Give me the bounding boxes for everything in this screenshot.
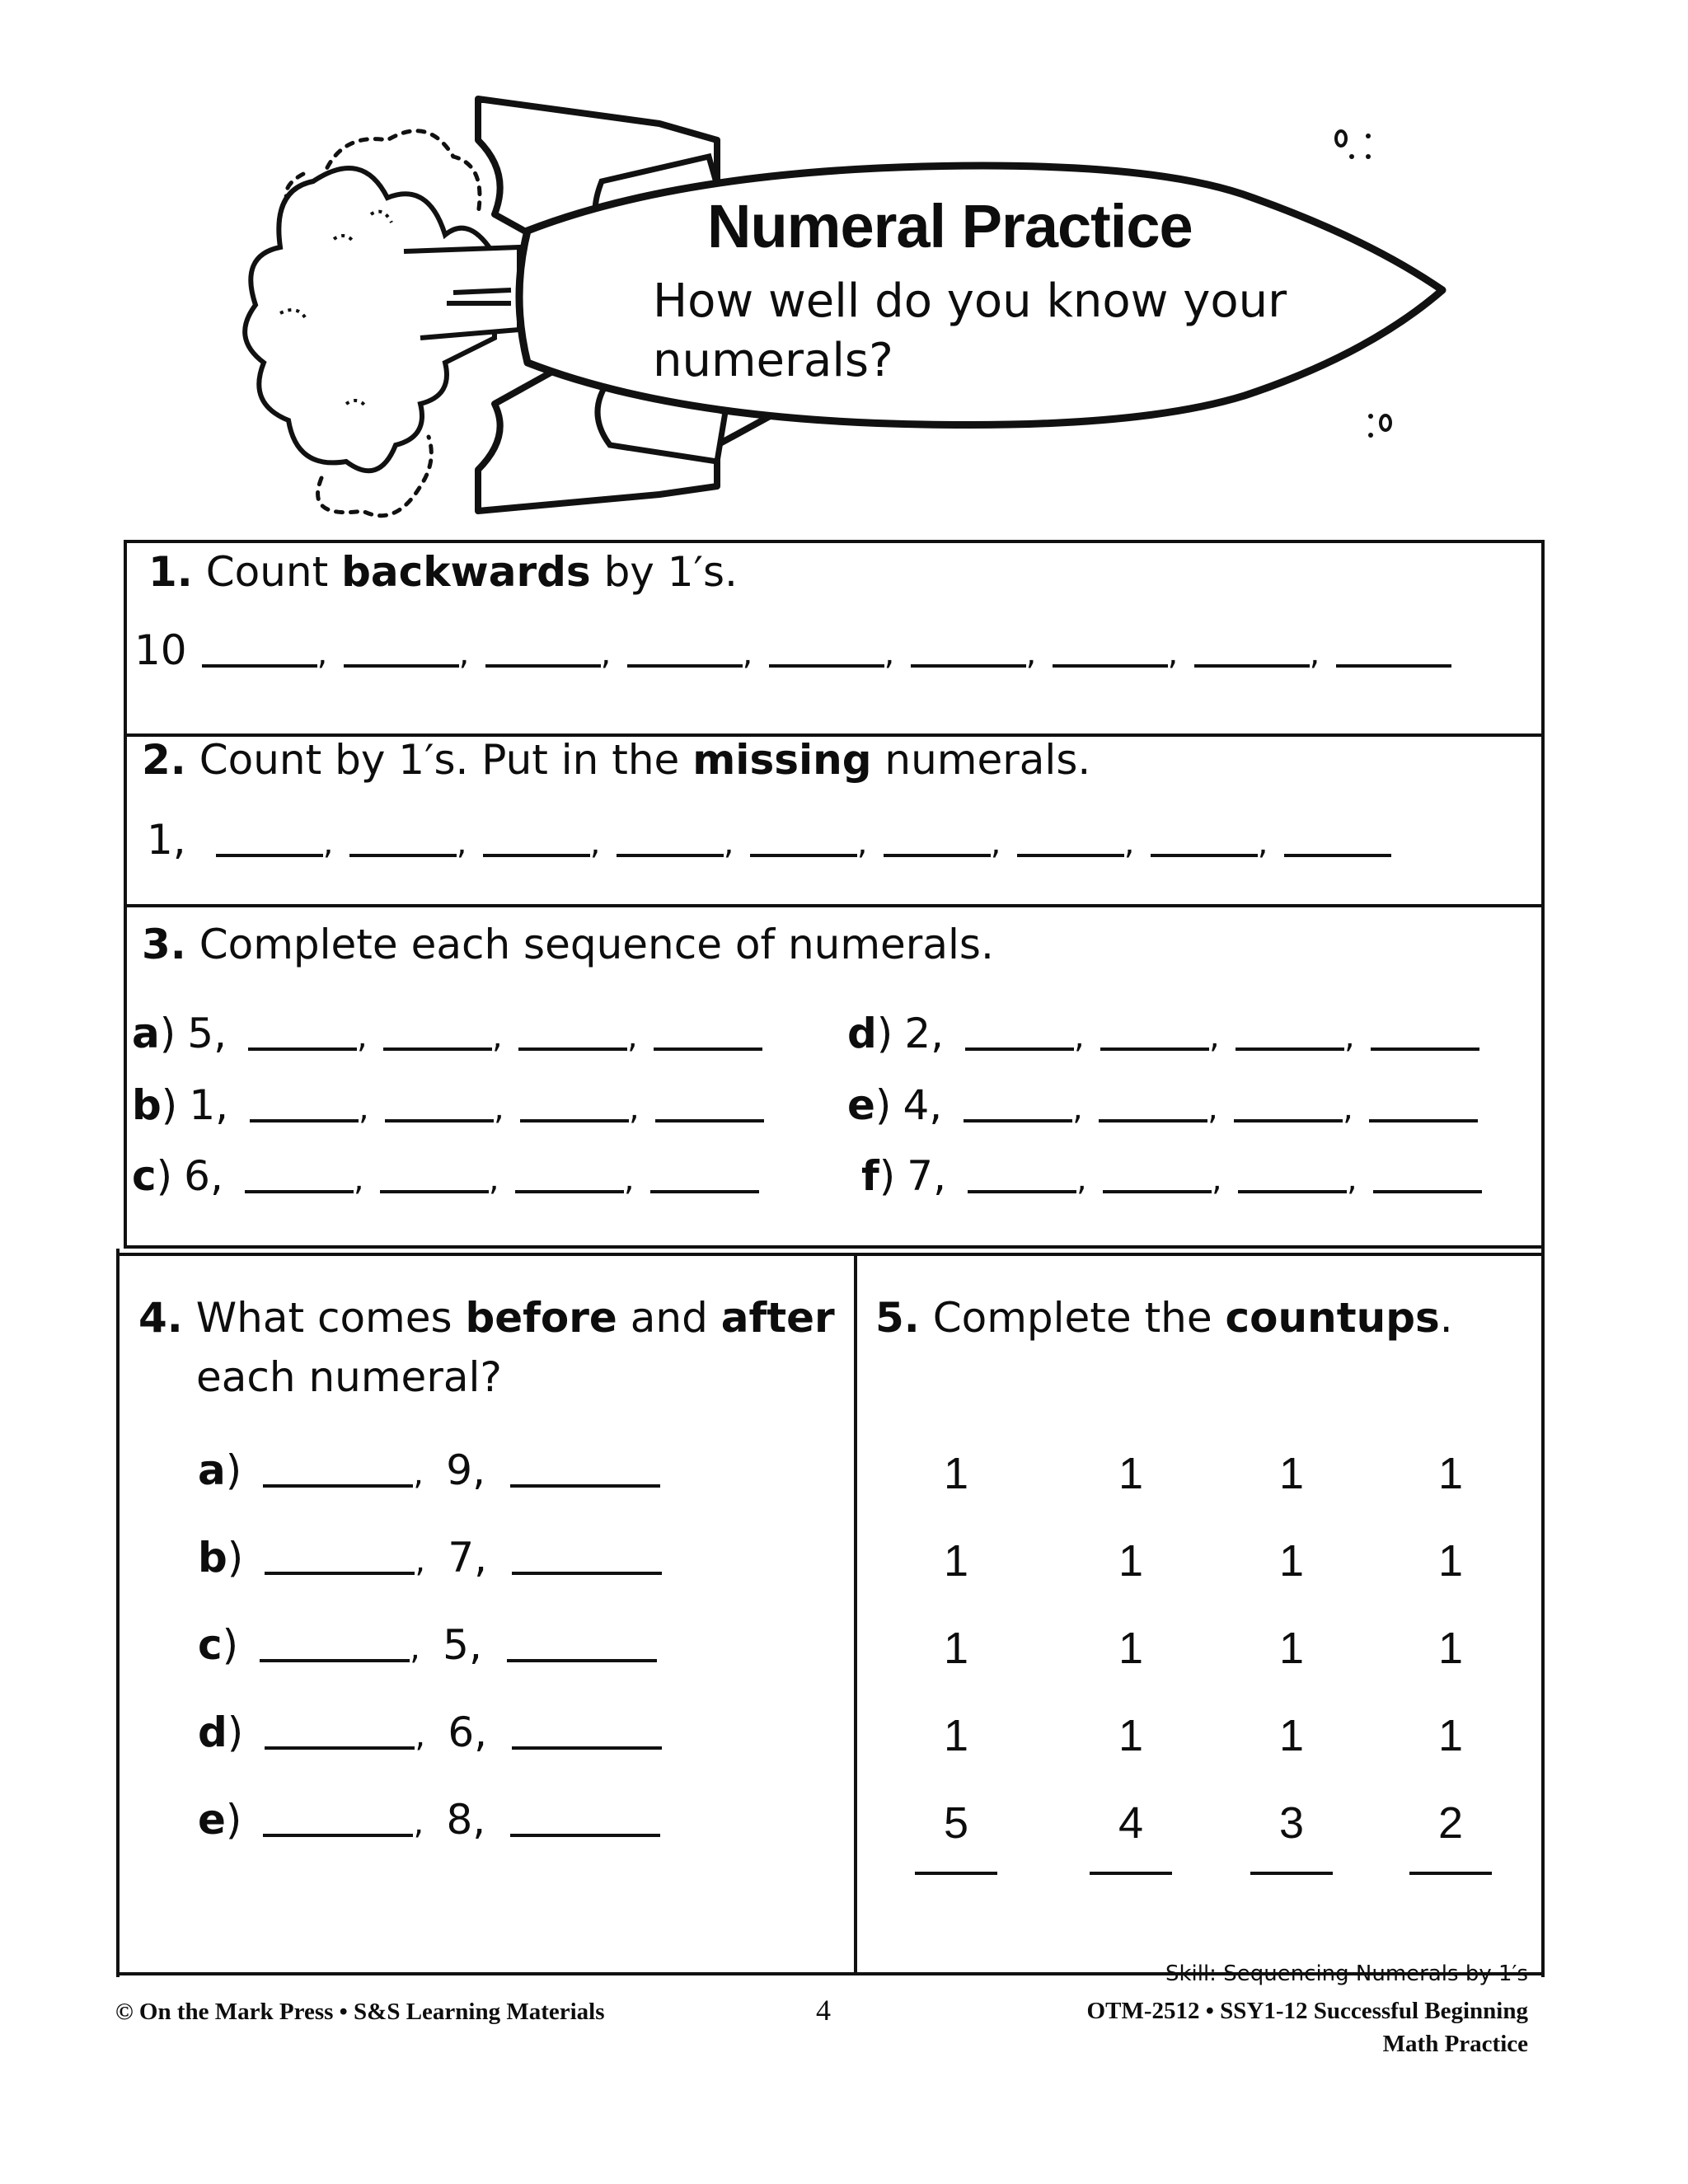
question-emphasis: backwards <box>341 548 591 596</box>
answer-blank[interactable] <box>344 664 459 668</box>
answer-blank[interactable] <box>1369 1119 1478 1122</box>
countup-addend: 3 <box>1278 1798 1305 1848</box>
answer-blank[interactable] <box>769 664 884 668</box>
answer-blank[interactable] <box>968 1190 1076 1193</box>
question-3 <box>142 921 994 968</box>
frame-left-lower <box>116 1249 120 1977</box>
comma-separator: , <box>1072 1090 1083 1127</box>
comma-separator: , <box>413 1455 424 1493</box>
comma-separator: , <box>1347 1160 1357 1198</box>
question-number: 2. <box>142 736 186 784</box>
start-number: 7, <box>907 1152 946 1200</box>
item-label: c <box>198 1621 223 1669</box>
after-blank[interactable] <box>512 1572 662 1575</box>
comma-separator: , <box>629 1090 640 1127</box>
before-blank[interactable] <box>263 1484 413 1488</box>
comma-separator: , <box>415 1542 426 1580</box>
item-paren: ) <box>225 1446 242 1494</box>
comma-separator: , <box>856 824 868 862</box>
answer-blank[interactable] <box>1151 854 1258 857</box>
countup-answer-blank[interactable] <box>1090 1872 1172 1875</box>
countup-addend: 1 <box>1118 1711 1144 1760</box>
item-paren: ) <box>161 1081 178 1129</box>
question-4 <box>138 1294 835 1342</box>
comma-separator: , <box>1343 1090 1353 1127</box>
given-number: 5, <box>443 1621 482 1669</box>
q4-item-d <box>198 1708 662 1756</box>
item-label: d <box>198 1708 227 1756</box>
question-text: Count <box>205 548 342 596</box>
item-label: a <box>132 1010 160 1057</box>
item-paren: ) <box>876 1010 893 1057</box>
q4-item-e <box>198 1796 660 1844</box>
answer-blank[interactable] <box>1103 1190 1212 1193</box>
q3-sequence-d <box>847 1010 1479 1057</box>
answer-blank[interactable] <box>383 1047 492 1051</box>
comma-separator: , <box>1025 635 1037 673</box>
item-paren: ) <box>227 1708 244 1756</box>
item-label: c <box>132 1152 157 1200</box>
q4-item-a <box>198 1446 660 1494</box>
answer-blank[interactable] <box>1236 1047 1344 1051</box>
item-paren: ) <box>222 1621 239 1669</box>
divider-q4-q5 <box>854 1253 857 1975</box>
countup-column <box>1401 1430 1500 1875</box>
question-text: Complete the <box>932 1294 1226 1342</box>
question-number: 3. <box>142 921 186 968</box>
countup-addend: 1 <box>943 1711 969 1760</box>
answer-blank[interactable] <box>654 1047 762 1051</box>
countup-addend: 1 <box>1278 1624 1305 1673</box>
question-emphasis: countups <box>1225 1294 1440 1342</box>
item-paren: ) <box>879 1152 896 1200</box>
answer-blank[interactable] <box>655 1119 764 1122</box>
after-blank[interactable] <box>510 1484 660 1488</box>
comma-separator: , <box>884 635 895 673</box>
answer-blank[interactable] <box>248 1047 357 1051</box>
answer-blank[interactable] <box>964 1119 1072 1122</box>
answer-blank[interactable] <box>385 1119 494 1122</box>
after-blank[interactable] <box>512 1746 662 1750</box>
comma-separator: , <box>494 1090 504 1127</box>
question-text: by 1′s. <box>590 548 738 596</box>
footer-info <box>1087 1961 1528 2060</box>
comma-separator: , <box>491 1018 503 1056</box>
answer-blank[interactable] <box>349 854 457 857</box>
item-label: b <box>198 1534 227 1582</box>
question-5 <box>875 1294 1453 1342</box>
comma-separator: , <box>742 635 753 673</box>
countup-answer-blank[interactable] <box>1250 1872 1333 1875</box>
answer-blank[interactable] <box>483 854 590 857</box>
q1-answer-row <box>134 626 1451 674</box>
answer-blank[interactable] <box>617 854 724 857</box>
question-1 <box>148 548 738 596</box>
item-paren: ) <box>156 1152 173 1200</box>
item-paren: ) <box>225 1796 242 1844</box>
comma-separator: , <box>1076 1160 1087 1198</box>
question-text: What comes <box>195 1294 466 1342</box>
comma-separator: , <box>456 824 467 862</box>
q4-item-c <box>198 1621 657 1669</box>
start-number: 1, <box>147 816 186 864</box>
comma-separator: , <box>1257 824 1268 862</box>
comma-separator: , <box>723 824 734 862</box>
question-2 <box>142 736 1090 784</box>
q3-sequence-a <box>132 1010 762 1057</box>
countup-addend: 1 <box>943 1624 969 1673</box>
comma-separator: , <box>322 824 334 862</box>
question-4-line2: each numeral? <box>196 1353 502 1401</box>
comma-separator: , <box>356 1018 368 1056</box>
comma-separator: , <box>359 1090 369 1127</box>
answer-blank[interactable] <box>202 664 317 668</box>
countup-addend: 1 <box>1437 1711 1464 1760</box>
answer-blank[interactable] <box>650 1190 759 1193</box>
comma-separator: , <box>316 635 328 673</box>
question-number: 4. <box>138 1294 183 1342</box>
answer-blank[interactable] <box>485 664 601 668</box>
comma-separator: , <box>353 1160 364 1198</box>
start-number: 2, <box>904 1010 945 1057</box>
comma-separator: , <box>626 1018 638 1056</box>
start-number: 10 <box>134 626 187 674</box>
answer-blank[interactable] <box>1194 664 1310 668</box>
answer-blank[interactable] <box>884 854 991 857</box>
answer-blank[interactable] <box>520 1119 629 1122</box>
frame-right-lower <box>1541 1249 1545 1977</box>
question-text: and <box>617 1294 721 1342</box>
q4-item-b <box>198 1534 662 1582</box>
countup-addend: 1 <box>1118 1536 1144 1586</box>
question-text: numerals. <box>871 736 1091 784</box>
answer-blank[interactable] <box>515 1190 624 1193</box>
q2-answer-row <box>147 816 1391 864</box>
answer-blank[interactable] <box>1234 1119 1343 1122</box>
q3-sequence-c <box>132 1152 759 1200</box>
start-number: 4, <box>903 1081 943 1129</box>
comma-separator: , <box>488 1160 499 1198</box>
comma-separator: , <box>1123 824 1135 862</box>
question-emphasis: missing <box>692 736 872 784</box>
before-blank[interactable] <box>260 1659 410 1662</box>
answer-blank[interactable] <box>1284 854 1391 857</box>
countup-addend: 1 <box>1437 1449 1464 1498</box>
countup-addend: 1 <box>1278 1711 1305 1760</box>
divider-q3-q4 <box>120 1253 1545 1256</box>
countup-addend: 1 <box>1437 1624 1464 1673</box>
answer-blank[interactable] <box>1017 854 1124 857</box>
answer-blank[interactable] <box>1371 1047 1479 1051</box>
given-number: 7, <box>448 1534 488 1582</box>
q3-sequence-f <box>861 1152 1482 1200</box>
page-number: 4 <box>816 1994 831 2027</box>
countup-answer-blank[interactable] <box>1409 1872 1492 1875</box>
before-blank[interactable] <box>265 1572 415 1575</box>
answer-blank[interactable] <box>1100 1047 1209 1051</box>
comma-separator: , <box>1212 1160 1222 1198</box>
answer-blank[interactable] <box>1099 1119 1207 1122</box>
countup-column <box>1242 1430 1341 1875</box>
answer-blank[interactable] <box>250 1119 359 1122</box>
countup-addend: 4 <box>1118 1798 1144 1848</box>
answer-blank[interactable] <box>216 854 323 857</box>
item-label: e <box>847 1081 875 1129</box>
countup-addend: 1 <box>1118 1449 1144 1498</box>
item-label: f <box>861 1152 879 1200</box>
footer-copyright: © On the Mark Press • S&S Learning Materials <box>115 1999 605 2025</box>
comma-separator: , <box>1309 635 1320 673</box>
question-emphasis: before <box>465 1294 617 1342</box>
countup-addend: 1 <box>1118 1624 1144 1673</box>
before-blank[interactable] <box>265 1746 415 1750</box>
comma-separator: , <box>1209 1018 1220 1056</box>
item-label: b <box>132 1081 162 1129</box>
given-number: 6, <box>448 1708 488 1756</box>
comma-separator: , <box>589 824 601 862</box>
item-paren: ) <box>227 1534 244 1582</box>
question-emphasis: after <box>720 1294 835 1342</box>
start-number: 5, <box>187 1010 227 1057</box>
given-number: 9, <box>446 1446 485 1494</box>
countup-answer-blank[interactable] <box>915 1872 997 1875</box>
answer-blank[interactable] <box>627 664 743 668</box>
comma-separator: , <box>458 635 470 673</box>
question-text: Count by 1′s. Put in the <box>199 736 693 784</box>
question-number: 5. <box>875 1294 920 1342</box>
countup-column <box>907 1430 1006 1875</box>
item-label: a <box>198 1446 226 1494</box>
countup-addend: 1 <box>943 1449 969 1498</box>
question-text: . <box>1439 1294 1453 1342</box>
item-paren: ) <box>159 1010 176 1057</box>
answer-blank[interactable] <box>1336 664 1451 668</box>
after-blank[interactable] <box>510 1834 660 1837</box>
item-paren: ) <box>874 1081 892 1129</box>
comma-separator: , <box>1074 1018 1085 1056</box>
footer-skill: Skill: Sequencing Numerals by 1′s <box>1165 1961 1528 1986</box>
question-number: 1. <box>148 548 193 596</box>
answer-blank[interactable] <box>750 854 857 857</box>
question-text: Complete each sequence of numerals. <box>199 921 994 968</box>
item-label: e <box>198 1796 226 1844</box>
comma-separator: , <box>990 824 1001 862</box>
comma-separator: , <box>410 1629 420 1667</box>
comma-separator: , <box>600 635 612 673</box>
comma-separator: , <box>623 1160 635 1198</box>
footer-product-title: Math Practice <box>1382 2031 1528 2057</box>
answer-blank[interactable] <box>1238 1190 1347 1193</box>
countup-addend: 2 <box>1437 1798 1464 1848</box>
after-blank[interactable] <box>507 1659 657 1662</box>
footer-product-code: OTM-2512 • SSY1-12 Successful Beginning <box>1086 1998 1528 2024</box>
answer-blank[interactable] <box>965 1047 1074 1051</box>
given-number: 8, <box>446 1796 486 1844</box>
start-number: 1, <box>189 1081 229 1129</box>
divider-q2-q3 <box>124 904 1545 907</box>
countup-column <box>1081 1430 1180 1875</box>
countup-addend: 1 <box>1437 1536 1464 1586</box>
countup-addend: 1 <box>1278 1536 1305 1586</box>
answer-blank[interactable] <box>1373 1190 1482 1193</box>
countup-addend: 1 <box>1278 1449 1305 1498</box>
start-number: 6, <box>184 1152 223 1200</box>
answer-blank[interactable] <box>245 1190 354 1193</box>
answer-blank[interactable] <box>380 1190 489 1193</box>
answer-blank[interactable] <box>911 664 1026 668</box>
countup-addend: 1 <box>943 1536 969 1586</box>
item-label: d <box>847 1010 877 1057</box>
q3-sequence-b <box>132 1081 764 1129</box>
answer-blank[interactable] <box>1053 664 1168 668</box>
page-subtitle: How well do you know your numerals? <box>653 274 1287 387</box>
comma-separator: , <box>1207 1090 1218 1127</box>
before-blank[interactable] <box>263 1834 413 1837</box>
comma-separator: , <box>1167 635 1179 673</box>
page-title: Numeral Practice <box>707 192 1193 260</box>
comma-separator: , <box>415 1717 426 1755</box>
answer-blank[interactable] <box>518 1047 627 1051</box>
q3-sequence-e <box>847 1081 1478 1129</box>
countup-addend: 5 <box>943 1798 969 1848</box>
comma-separator: , <box>413 1804 424 1842</box>
comma-separator: , <box>1344 1018 1355 1056</box>
